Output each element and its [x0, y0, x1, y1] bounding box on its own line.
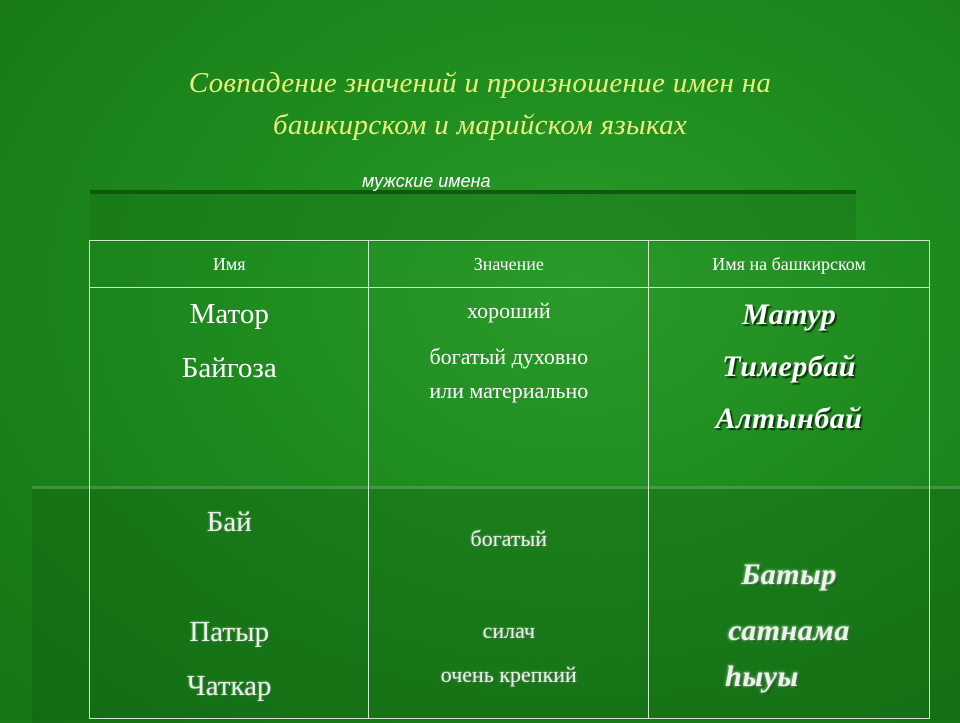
column-mari-names: [90, 288, 369, 719]
column-meanings: [369, 288, 649, 719]
meaning-cell: или материально: [429, 378, 589, 403]
bashkir-name-cell: Тимербай: [722, 350, 856, 383]
bashkir-name-cell: сатнама: [728, 614, 850, 647]
table-row: [90, 288, 930, 719]
name-cell: Бай: [206, 506, 252, 538]
title-line-2: башкирском и марийском языках: [272, 109, 688, 141]
bashkir-name-cell: Матур: [741, 298, 837, 331]
column-bashkir-names: [649, 288, 930, 719]
name-cell: Чаткар: [186, 670, 272, 702]
meaning-cell: очень крепкий: [440, 662, 577, 687]
slide-title: [0, 62, 960, 146]
bashkir-name-cell: һыуы: [725, 660, 799, 693]
names-table: [89, 240, 930, 719]
header-row: [90, 241, 930, 288]
meaning-cell: богатый духовно: [429, 344, 589, 369]
name-cell: Байгоза: [181, 352, 277, 384]
meaning-cell: хороший: [466, 298, 551, 323]
header-name: Имя: [90, 241, 369, 288]
header-meaning: Значение: [369, 241, 649, 288]
decorative-panel-top: [90, 190, 856, 242]
bashkir-name-cell: Алтынбай: [715, 402, 863, 435]
slide-subtitle: мужские имена: [362, 171, 491, 191]
name-cell: Матор: [189, 298, 269, 330]
meaning-cell: силач: [482, 618, 536, 643]
header-bashkir-name: Имя на башкирском: [649, 241, 930, 288]
name-cell: Патыр: [189, 616, 270, 648]
meaning-cell: богатый: [470, 526, 548, 551]
bashkir-name-cell: Батыр: [741, 558, 837, 591]
title-line-1: Совпадение значений и произношение имен на: [188, 67, 772, 99]
